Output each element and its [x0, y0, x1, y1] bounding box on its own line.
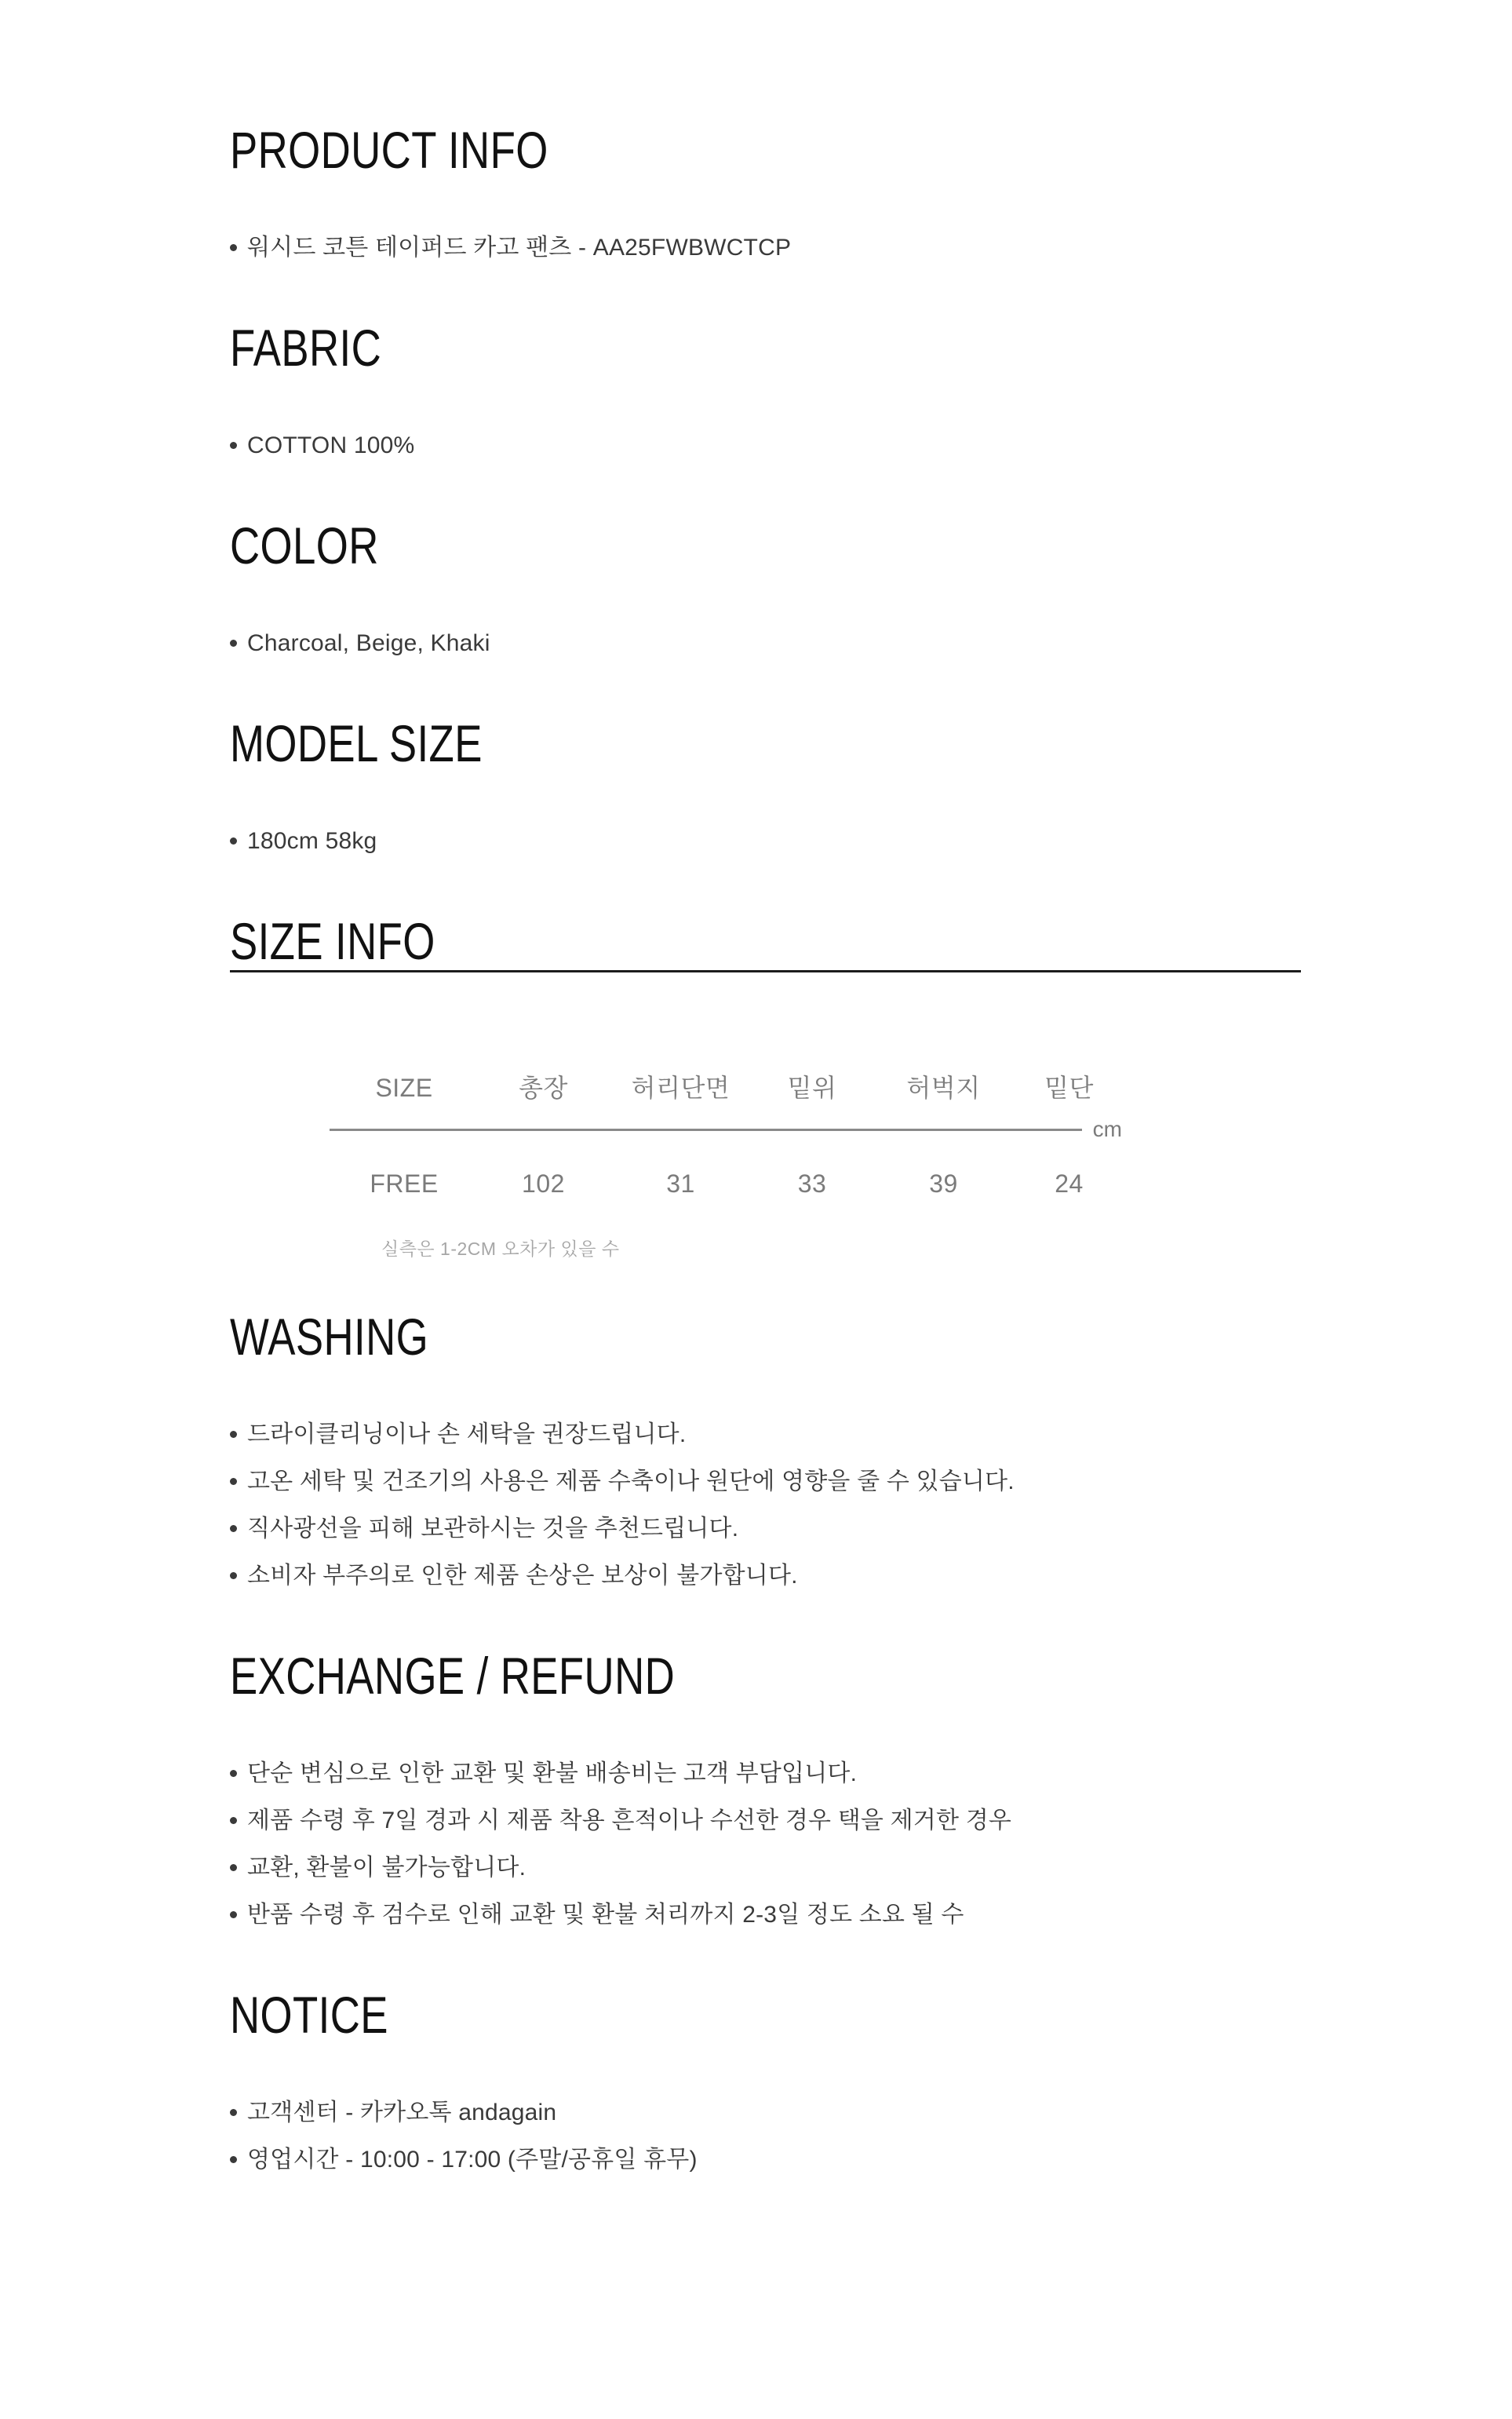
policy-text: 단순 변심으로 인한 교환 및 환불 배송비는 고객 부담입니다.	[247, 1760, 858, 1786]
bullet-dot-icon	[230, 640, 237, 647]
list-item	[230, 1892, 1512, 1939]
column-header-thigh: 허벅지	[906, 1074, 981, 1102]
list-item	[230, 1844, 1512, 1892]
policy-text: 반품 수령 후 검수로 인해 교환 및 환불 처리까지 2-3일 정도 소요 될 수	[247, 1902, 964, 1928]
exchange-refund-heading-text: EXCHANGE / REFUND	[230, 1647, 676, 1705]
exchange-refund-heading	[230, 1647, 1512, 1705]
model-size-heading-text: MODEL SIZE	[230, 714, 483, 772]
notice-heading	[230, 1986, 1512, 2044]
list-item	[230, 1797, 1512, 1844]
washing-instruction: 드라이클리닝이나 손 세탁을 권장드립니다.	[247, 1421, 687, 1447]
size-info-heading-text: SIZE INFO	[230, 912, 435, 970]
notice-heading-text: NOTICE	[230, 1986, 388, 2044]
heading-underline	[230, 970, 1301, 972]
section-product-info	[230, 121, 1512, 272]
list-item	[230, 2136, 1512, 2184]
list-item	[230, 1505, 1512, 1552]
cell-total-length: 102	[522, 1169, 565, 1198]
bullet-dot-icon	[230, 2156, 237, 2163]
unit-label: cm	[1092, 1117, 1122, 1141]
list-item	[230, 422, 1512, 469]
list-item	[230, 1458, 1512, 1505]
washing-instruction: 고온 세탁 및 건조기의 사용은 제품 수축이나 원단에 영향을 줄 수 있습니다.	[247, 1469, 1015, 1494]
section-notice	[230, 1986, 1512, 2184]
cell-thigh: 39	[929, 1169, 958, 1198]
washing-heading	[230, 1308, 1512, 1366]
policy-text: 교환, 환불이 불가능합니다.	[247, 1855, 526, 1881]
bullet-dot-icon	[230, 1817, 237, 1824]
cell-size: FREE	[370, 1169, 439, 1198]
fabric-list	[230, 422, 1512, 469]
product-info-list	[230, 224, 1512, 272]
size-info-heading	[230, 912, 1512, 970]
model-size-text: 180cm 58kg	[247, 828, 377, 854]
customer-service-text: 고객센터 - 카카오톡 andagain	[247, 2100, 557, 2125]
list-item	[230, 1552, 1512, 1600]
cell-rise: 33	[797, 1169, 827, 1198]
product-name-text: 워시드 코튼 테이퍼드 카고 팬츠 - AA25FWBWCTCP	[247, 235, 792, 261]
color-heading-text: COLOR	[230, 516, 379, 575]
column-header-hem: 밑단	[1044, 1074, 1094, 1102]
column-header-total-length: 총장	[519, 1074, 568, 1102]
product-info-heading-text: PRODUCT INFO	[230, 121, 548, 179]
washing-instruction: 소비자 부주의로 인한 제품 손상은 보상이 불가합니다.	[247, 1563, 798, 1589]
section-size-info	[230, 912, 1512, 1261]
bullet-dot-icon	[230, 1911, 237, 1918]
color-options-text: Charcoal, Beige, Khaki	[247, 630, 490, 656]
bullet-dot-icon	[230, 2109, 237, 2116]
bullet-dot-icon	[230, 1864, 237, 1871]
notice-list	[230, 2089, 1512, 2184]
bullet-dot-icon	[230, 244, 237, 251]
list-item	[230, 818, 1512, 865]
color-list	[230, 620, 1512, 667]
list-item	[230, 1750, 1512, 1797]
exchange-refund-list	[230, 1750, 1512, 1939]
section-color	[230, 516, 1512, 667]
bullet-dot-icon	[230, 1478, 237, 1485]
size-table-header-row	[330, 1071, 1122, 1104]
model-size-list	[230, 818, 1512, 865]
model-size-heading	[230, 714, 1512, 772]
bullet-dot-icon	[230, 1431, 237, 1438]
color-heading	[230, 516, 1512, 575]
bullet-dot-icon	[230, 442, 237, 449]
fabric-heading	[230, 319, 1512, 377]
size-table-data-row	[330, 1167, 1122, 1200]
cell-waist: 31	[666, 1169, 695, 1198]
business-hours-text: 영업시간 - 10:00 - 17:00 (주말/공휴일 휴무)	[247, 2147, 698, 2173]
list-item	[230, 620, 1512, 667]
size-table	[330, 1071, 1122, 1261]
table-divider-row	[330, 1117, 1122, 1142]
product-info-heading	[230, 121, 1512, 179]
list-item	[230, 224, 1512, 272]
fabric-heading-text: FABRIC	[230, 319, 382, 377]
bullet-dot-icon	[230, 1525, 237, 1532]
fabric-text: COTTON 100%	[247, 432, 415, 458]
column-header-size: SIZE	[375, 1074, 433, 1102]
list-item	[230, 1411, 1512, 1458]
column-header-waist: 허리단면	[631, 1074, 730, 1102]
bullet-dot-icon	[230, 1770, 237, 1777]
section-fabric	[230, 319, 1512, 469]
washing-list	[230, 1411, 1512, 1600]
policy-text: 제품 수령 후 7일 경과 시 제품 착용 흔적이나 수선한 경우 택을 제거한 경우	[247, 1808, 1012, 1833]
measurement-tolerance-note: 실측은 1-2CM 오차가 있을 수	[381, 1239, 620, 1259]
column-header-rise: 밑위	[787, 1074, 837, 1102]
washing-instruction: 직사광선을 피해 보관하시는 것을 추천드립니다.	[247, 1516, 739, 1542]
section-model-size	[230, 714, 1512, 865]
bullet-dot-icon	[230, 837, 237, 845]
table-divider-line	[330, 1129, 1082, 1131]
bullet-dot-icon	[230, 1572, 237, 1579]
section-washing	[230, 1308, 1512, 1600]
section-exchange-refund	[230, 1647, 1512, 1939]
list-item	[230, 2089, 1512, 2136]
cell-hem: 24	[1055, 1169, 1084, 1198]
washing-heading-text: WASHING	[230, 1308, 429, 1366]
